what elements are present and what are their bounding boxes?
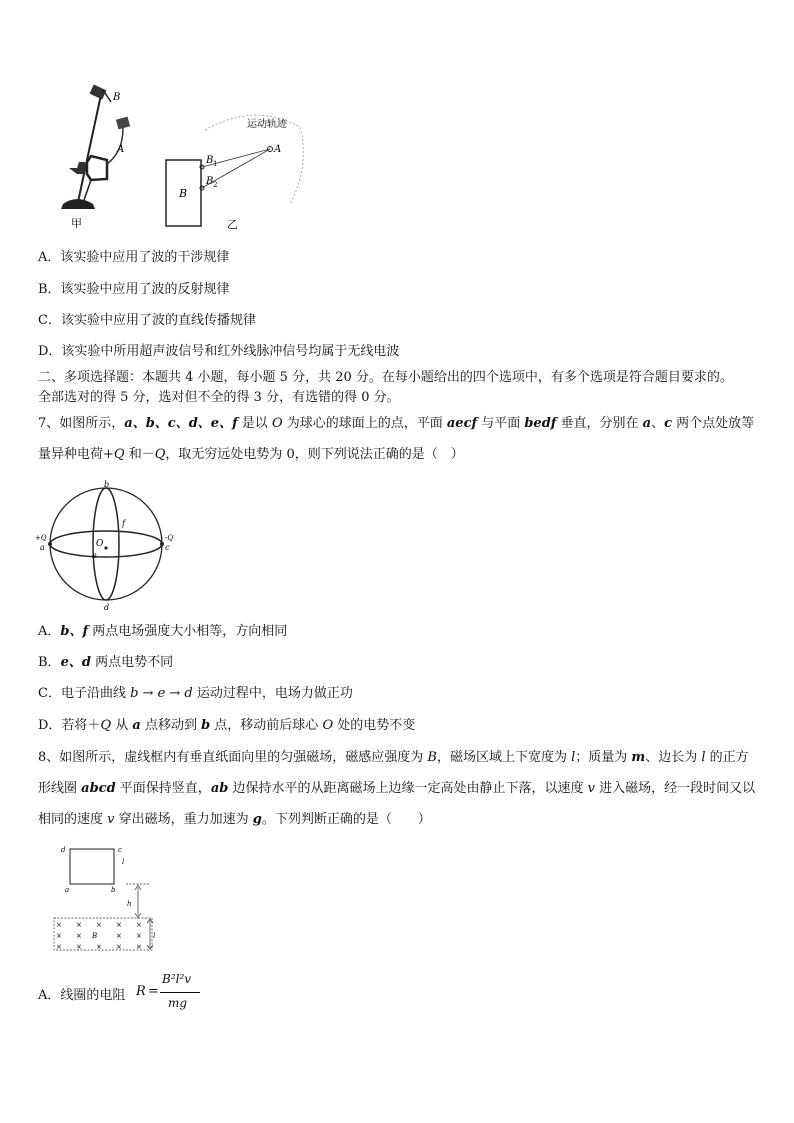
- label-b1-sub: 1: [213, 160, 218, 168]
- section2-instruction-line1: 二、多项选择题：本题共 4 小题，每小题 5 分，共 20 分。在每小题给出的四个选项中，有多个选项是符合题目要求的。: [38, 370, 733, 385]
- q6-option-c: C．该实验中应用了波的直线传播规律: [38, 313, 256, 328]
- label-c: c: [118, 846, 122, 854]
- label-b2: B: [206, 176, 214, 187]
- label-a: a: [65, 886, 70, 894]
- svg-text:×: ×: [136, 932, 142, 940]
- label-plus-q: +Q: [35, 534, 47, 542]
- label-b2-sub: 2: [213, 181, 218, 189]
- section2-instruction-line2: 全部选对的得 5 分，选对但不全的得 3 分，有选错的得 0 分。: [38, 390, 400, 405]
- label-l-field: l: [153, 932, 156, 940]
- coil-magnetic-field-figure: [50, 840, 170, 958]
- coil-square: [70, 849, 114, 884]
- label-b: b: [104, 480, 110, 489]
- svg-text:×: ×: [116, 943, 122, 951]
- exam-page: B A 甲 运动轨迹 B A B 1 B 2 乙 A．该实验中应用了波的干涉规律 B．该实验中应用了波的反射规律 C．该实验中应用了波的直线传播规律 D．该实验中所用超声波信号和红外线脉冲信号均属于无线电波 二、多项选择题：本题共 4 小题，每小题 5 分，共 20 分。在每小题给出的四个选项中，有多个选项是符合题目要求的。 全部选对的得 5 分，选对但不全的得 3 分，有选错的得 0 分。 7、如图所示，a、b、c、d、e、f 是以 O 为球心的球面上的点，平面 aecf 与平面 bedf 垂直，分别在 a、c 两个点处放等量异种电荷+Q 和－Q，取无穷远处电势为 0，则下列说法正确的是（ ） b d f a c e O +Q -Q A．b、f 两点电场强度大小相等，方向相同 B．e、d 两点电势不同 C．电子沿曲线 b → e → d 运动过程中，电场力做正功 D．若将＋Q 从 a 点移动到 b 点，移动前后球心 O 处的电势不变 8、如图所示，虚线框内有垂直纸面向里的匀强磁场，磁感应强度为 B，磁场区域上下宽度为 l；质量为 m、边长为 l 的正方形线圈 abcd 平面保持竖直，ab 边保持水平的从距离磁场上边缘一定高处由静止下落，以速度 v 进入磁场，经一段时间又以相同的速度 v 穿出磁场，重力加速为 g。下列判断正确的是（ ） d c a b l h l B × × × × × × × × × × × × × × A．线圈的电阻 R = B²l²v mg: [0, 0, 794, 1123]
- label-o: O: [96, 539, 104, 549]
- q7-option-a: A．b、f 两点电场强度大小相等，方向相同: [38, 624, 288, 639]
- label-c: c: [165, 543, 170, 552]
- stand-apparatus-diagram: [61, 85, 130, 230]
- label-minus-q: -Q: [165, 534, 174, 542]
- label-d: d: [104, 603, 110, 612]
- fraction-bar: [160, 992, 200, 993]
- q7-option-d: D．若将＋Q 从 a 点移动到 b 点，移动前后球心 O 处的电势不变: [38, 718, 416, 733]
- svg-text:×: ×: [56, 921, 62, 929]
- label-e: e: [92, 551, 97, 560]
- q7-stem: 7、如图所示，a、b、c、d、e、f 是以 O 为球心的球面上的点，平面 aecf 与平面 bedf 垂直，分别在 a、c 两个点处放等量异种电荷+Q 和－Q，取无穷远处电势为 0，则下列说法正确的是（ ）: [38, 416, 755, 462]
- label-b: b: [111, 886, 116, 894]
- svg-text:×: ×: [116, 921, 122, 929]
- q6-option-a: A．该实验中应用了波的干涉规律: [38, 250, 230, 265]
- formula-denominator: mg: [168, 996, 188, 1010]
- q7-option-b: B．e、d 两点电势不同: [38, 655, 174, 670]
- q8-stem: 8、如图所示，虚线框内有垂直纸面向里的匀强磁场，磁感应强度为 B，磁场区域上下宽度为 l；质量为 m、边长为 l 的正方形线圈 abcd 平面保持竖直，ab 边保持水平的从距离磁场上边缘一定高处由静止下落，以速度 v 进入磁场，经一段时间又以相同的速度 v 穿出磁场，重力加速为 g。下列判断正确的是（ ）: [38, 750, 756, 827]
- label-a: a: [40, 543, 45, 552]
- equator-ellipse: [50, 531, 162, 557]
- svg-text:×: ×: [76, 932, 82, 940]
- sonar-experiment-figure: [55, 82, 315, 237]
- label-f: f: [122, 519, 125, 528]
- label-b1: B: [206, 155, 214, 166]
- q6-option-d: D．该实验中所用超声波信号和红外线脉冲信号均属于无线电波: [38, 344, 400, 359]
- label-b-box: B: [179, 187, 188, 200]
- formula-numerator: B²l²v: [162, 972, 192, 986]
- svg-text:×: ×: [136, 943, 142, 951]
- label-d: d: [61, 846, 66, 854]
- q7-option-c: C．电子沿曲线 b → e → d 运动过程中，电场力做正功: [38, 686, 353, 701]
- svg-text:×: ×: [116, 932, 122, 940]
- point-a: [48, 542, 52, 546]
- sphere-outline: [50, 488, 162, 600]
- field-crosses: [56, 921, 142, 951]
- svg-text:×: ×: [76, 921, 82, 929]
- svg-text:×: ×: [96, 943, 102, 951]
- svg-text:×: ×: [56, 932, 62, 940]
- svg-text:×: ×: [96, 921, 102, 929]
- label-h: h: [127, 900, 132, 908]
- label-yi: 乙: [227, 218, 238, 231]
- svg-text:×: ×: [76, 943, 82, 951]
- svg-text:×: ×: [136, 921, 142, 929]
- point-o: [104, 546, 107, 549]
- sphere-charges-figure: [34, 478, 184, 613]
- label-b-field: B: [92, 932, 98, 940]
- reflection-geometry-diagram: [166, 115, 303, 231]
- q6-option-b: B．该实验中应用了波的反射规律: [38, 282, 230, 297]
- svg-text:×: ×: [56, 943, 62, 951]
- label-track: 运动轨迹: [247, 119, 287, 130]
- label-l: l: [122, 858, 125, 866]
- label-a-right: A: [274, 144, 282, 155]
- label-b-top: B: [113, 92, 121, 103]
- label-jia: 甲: [71, 217, 82, 230]
- point-c: [160, 542, 164, 546]
- label-a: A: [117, 144, 125, 155]
